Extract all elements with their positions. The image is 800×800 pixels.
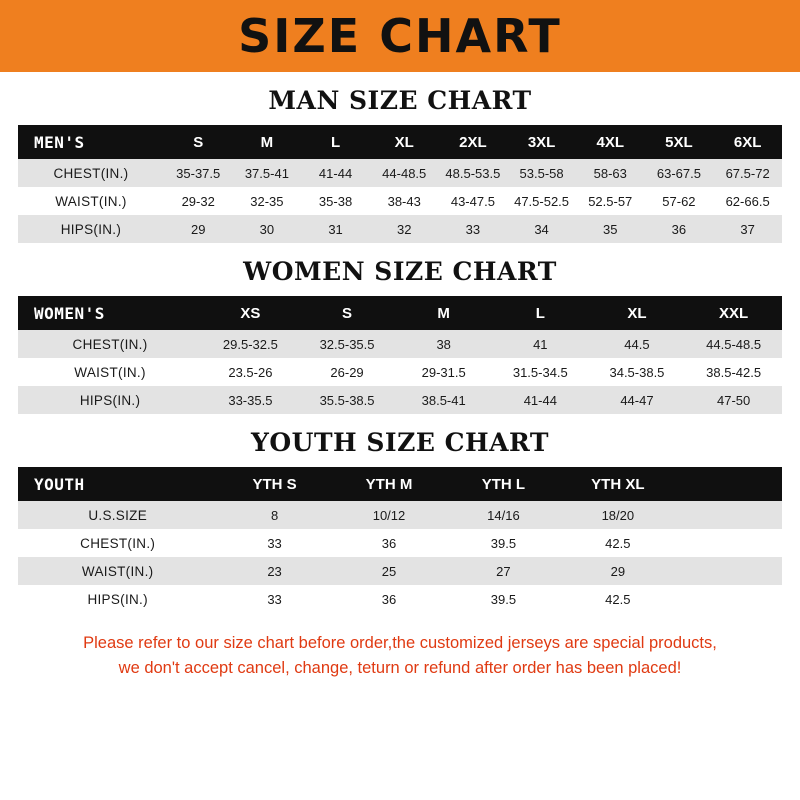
women-row-label-chest: CHEST(IN.) [18,330,202,358]
table-cell-empty [675,557,782,585]
women-col-xl: XL [589,296,686,330]
table-cell: 30 [233,215,302,243]
man-col-2xl: 2XL [439,125,508,159]
table-cell: 33 [217,529,331,557]
table-cell: 43-47.5 [439,187,508,215]
table-cell: 32 [370,215,439,243]
youth-row-label-chest: CHEST(IN.) [18,529,217,557]
table-cell: 34 [507,215,576,243]
table-cell: 35.5-38.5 [299,386,396,414]
table-cell: 29-31.5 [395,358,492,386]
women-col-m: M [395,296,492,330]
footer-note-line-1: Please refer to our size chart before order,the customized jerseys are special products, [83,634,717,652]
youth-table-body [18,501,782,613]
table-cell: 58-63 [576,159,645,187]
man-row-label-waist: WAIST(IN.) [18,187,164,215]
women-table-head [18,296,782,330]
man-col-4xl: 4XL [576,125,645,159]
table-cell-empty [675,529,782,557]
table-cell: 23 [217,557,331,585]
youth-col-m: YTH M [332,467,446,501]
table-cell: 33 [439,215,508,243]
women-row-header: WOMEN'S [18,296,202,330]
table-cell: 33 [217,585,331,613]
table-row [18,557,782,585]
table-cell: 18/20 [561,501,675,529]
table-row [18,215,782,243]
table-cell: 27 [446,557,560,585]
table-cell: 53.5-58 [507,159,576,187]
table-cell: 35-38 [301,187,370,215]
table-row [18,386,782,414]
youth-row-header: YOUTH [18,467,217,501]
table-cell: 23.5-26 [202,358,299,386]
youth-col-s: YTH S [217,467,331,501]
page-banner [0,0,800,72]
table-cell: 31 [301,215,370,243]
table-cell: 31.5-34.5 [492,358,589,386]
table-cell: 52.5-57 [576,187,645,215]
women-col-l: L [492,296,589,330]
youth-row-label-waist: WAIST(IN.) [18,557,217,585]
table-cell: 38.5-41 [395,386,492,414]
table-cell: 38-43 [370,187,439,215]
table-cell: 39.5 [446,585,560,613]
table-cell: 29 [164,215,233,243]
table-header-row [18,296,782,330]
table-cell: 34.5-38.5 [589,358,686,386]
table-cell: 63-67.5 [645,159,714,187]
table-cell: 47.5-52.5 [507,187,576,215]
youth-row-label-ussize: U.S.SIZE [18,501,217,529]
table-cell: 41-44 [301,159,370,187]
table-cell: 10/12 [332,501,446,529]
man-row-label-chest: CHEST(IN.) [18,159,164,187]
youth-table-head [18,467,782,501]
table-cell: 26-29 [299,358,396,386]
table-header-row [18,125,782,159]
man-col-l: L [301,125,370,159]
section-youth [18,428,782,613]
table-cell: 8 [217,501,331,529]
table-cell: 44-47 [589,386,686,414]
table-cell: 36 [645,215,714,243]
footer-note [18,631,782,681]
table-cell-empty [675,585,782,613]
table-cell: 32.5-35.5 [299,330,396,358]
table-cell: 38.5-42.5 [685,358,782,386]
table-cell: 47-50 [685,386,782,414]
table-cell: 39.5 [446,529,560,557]
youth-size-table [18,467,782,613]
youth-col-l: YTH L [446,467,560,501]
section-women [18,257,782,414]
footer-note-line-2: we don't accept cancel, change, teturn or refund after order has been placed! [118,658,682,677]
table-row [18,501,782,529]
women-col-xs: XS [202,296,299,330]
table-cell: 29 [561,557,675,585]
table-cell: 35-37.5 [164,159,233,187]
man-col-m: M [233,125,302,159]
table-row [18,330,782,358]
man-col-xl: XL [370,125,439,159]
youth-row-label-hips: HIPS(IN.) [18,585,217,613]
youth-col-empty [675,467,782,501]
man-col-s: S [164,125,233,159]
table-cell: 36 [332,585,446,613]
man-col-6xl: 6XL [713,125,782,159]
section-title-man: MAN SIZE CHART [268,86,532,115]
women-row-label-hips: HIPS(IN.) [18,386,202,414]
table-cell: 29.5-32.5 [202,330,299,358]
man-row-label-hips: HIPS(IN.) [18,215,164,243]
section-man [18,86,782,243]
man-row-header: MEN'S [18,125,164,159]
man-table-body [18,159,782,243]
table-row [18,187,782,215]
table-cell: 67.5-72 [713,159,782,187]
table-cell: 44.5-48.5 [685,330,782,358]
women-col-s: S [299,296,396,330]
women-row-label-waist: WAIST(IN.) [18,358,202,386]
table-header-row [18,467,782,501]
table-cell: 14/16 [446,501,560,529]
table-cell: 41 [492,330,589,358]
table-row [18,585,782,613]
table-cell: 25 [332,557,446,585]
table-cell: 42.5 [561,529,675,557]
man-col-5xl: 5XL [645,125,714,159]
man-size-table [18,125,782,243]
table-row [18,358,782,386]
page-title: SIZE CHART [238,9,562,63]
table-cell: 41-44 [492,386,589,414]
table-cell: 36 [332,529,446,557]
content-area [0,86,800,681]
table-cell: 35 [576,215,645,243]
table-cell: 48.5-53.5 [439,159,508,187]
table-cell: 44-48.5 [370,159,439,187]
table-cell: 38 [395,330,492,358]
section-title-youth: YOUTH SIZE CHART [251,428,549,457]
man-col-3xl: 3XL [507,125,576,159]
women-size-table [18,296,782,414]
table-cell: 32-35 [233,187,302,215]
table-cell: 62-66.5 [713,187,782,215]
table-cell: 33-35.5 [202,386,299,414]
table-cell-empty [675,501,782,529]
table-row [18,159,782,187]
man-table-head [18,125,782,159]
table-cell: 42.5 [561,585,675,613]
table-row [18,529,782,557]
women-table-body [18,330,782,414]
table-cell: 57-62 [645,187,714,215]
table-cell: 37.5-41 [233,159,302,187]
table-cell: 29-32 [164,187,233,215]
table-cell: 37 [713,215,782,243]
section-title-women: WOMEN SIZE CHART [243,257,557,286]
youth-col-xl: YTH XL [561,467,675,501]
women-col-xxl: XXL [685,296,782,330]
table-cell: 44.5 [589,330,686,358]
